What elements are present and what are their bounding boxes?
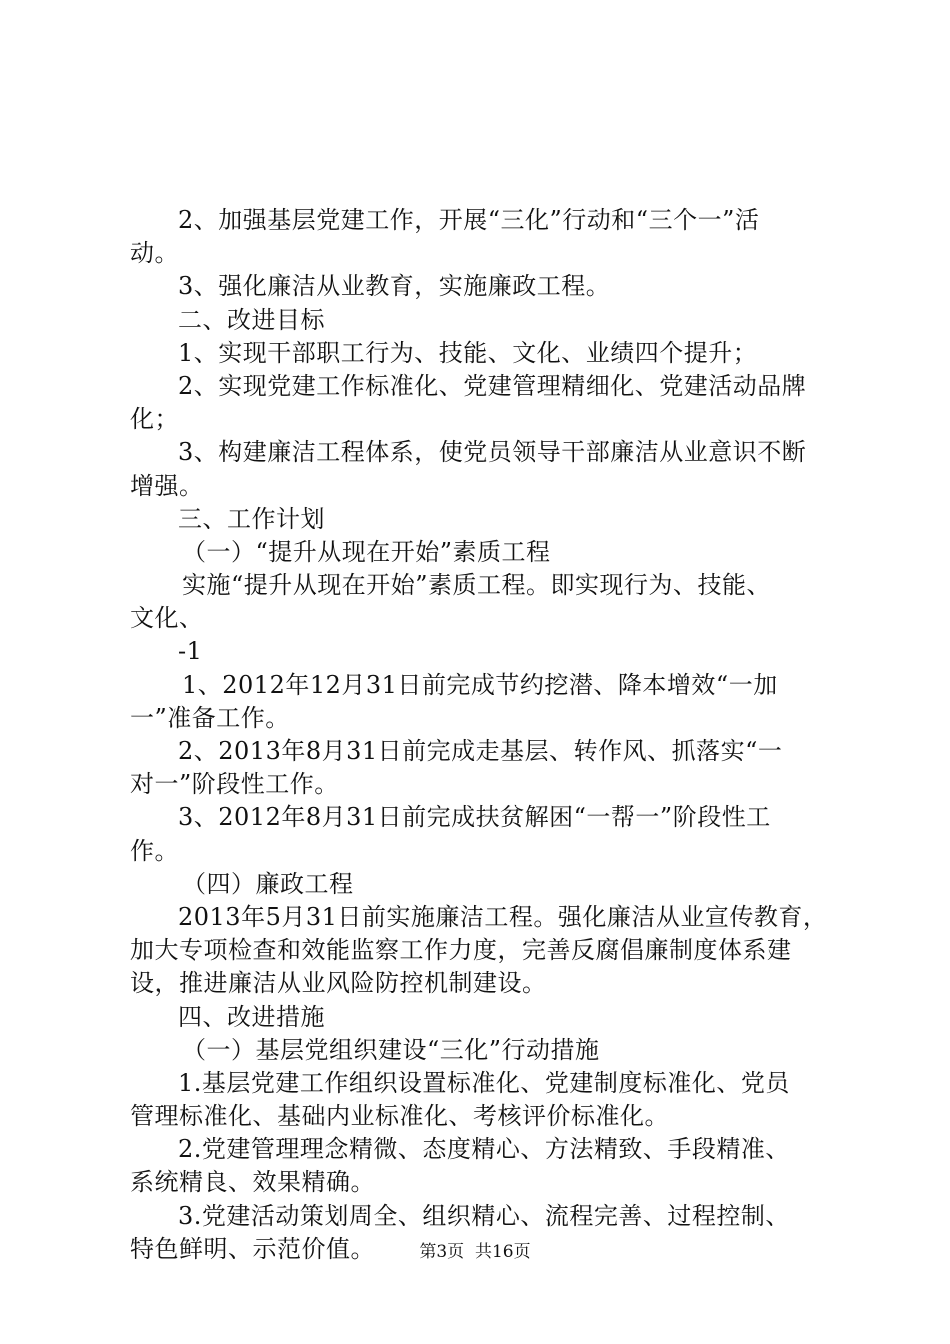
text-line: 2、实现党建工作标准化、党建管理精细化、党建活动品牌: [178, 371, 807, 400]
text-line: 3、2012年8月31日前完成扶贫解困“一帮一”阶段性工: [178, 803, 771, 832]
text-line: 动。: [130, 239, 179, 268]
text-line: 管理标准化、基础内业标准化、考核评价标准化。: [130, 1102, 669, 1131]
text-line: 2、加强基层党建工作，开展“三化”行动和“三个一”活: [178, 206, 760, 234]
text-line: 2013年5月31日前实施廉洁工程。强化廉洁从业宣传教育，: [178, 902, 828, 931]
text-line: 系统精良、效果精确。: [130, 1168, 375, 1197]
text-line: 二、改进目标: [178, 305, 325, 334]
text-line: （一）基层党组织建设“三化”行动措施: [182, 1035, 600, 1064]
text-line: 1.基层党建工作组织设置标准化、党建制度标准化、党员: [178, 1068, 790, 1097]
text-line: 特色鲜明、示范价值。: [130, 1234, 375, 1263]
page-footer: 第3页 共16页: [419, 1242, 531, 1262]
text-line: 四、改进措施: [178, 1002, 325, 1031]
text-line: 设，推进廉洁从业风险防控机制建设。: [130, 969, 547, 998]
text-line: 1、实现干部职工行为、技能、文化、业绩四个提升；: [178, 338, 758, 367]
text-line: 作。: [130, 836, 179, 865]
text-line: 3、构建廉洁工程体系，使党员领导干部廉洁从业意识不断: [178, 438, 807, 467]
text-line: 2.党建管理理念精微、态度精心、方法精致、手段精准、: [178, 1135, 790, 1164]
text-line: （一）“提升从现在开始”素质工程: [182, 537, 551, 566]
text-line: 化；: [130, 405, 179, 434]
document-body: [130, 204, 830, 1266]
text-line: 对一”阶段性工作。: [130, 770, 339, 799]
text-line: 文化、: [130, 604, 204, 633]
text-line: 3、强化廉洁从业教育，实施廉政工程。: [178, 272, 611, 301]
text-line: （四）廉政工程: [182, 869, 354, 898]
text-line: 一”准备工作。: [130, 703, 290, 732]
text-line: 三、工作计划: [178, 504, 325, 533]
text-line: 2、2013年8月31日前完成走基层、转作风、抓落实“一: [178, 737, 783, 765]
text-line: 1、2012年12月31日前完成节约挖潜、降本增效“一加: [182, 670, 778, 699]
text-line: 实施“提升从现在开始”素质工程。即实现行为、技能、: [182, 571, 772, 600]
text-line: -1: [178, 637, 203, 666]
text-line: 3.党建活动策划周全、组织精心、流程完善、过程控制、: [178, 1201, 790, 1230]
text-line: 加大专项检查和效能监察工作力度，完善反腐倡廉制度体系建: [130, 936, 792, 965]
text-line: 增强。: [130, 471, 204, 500]
